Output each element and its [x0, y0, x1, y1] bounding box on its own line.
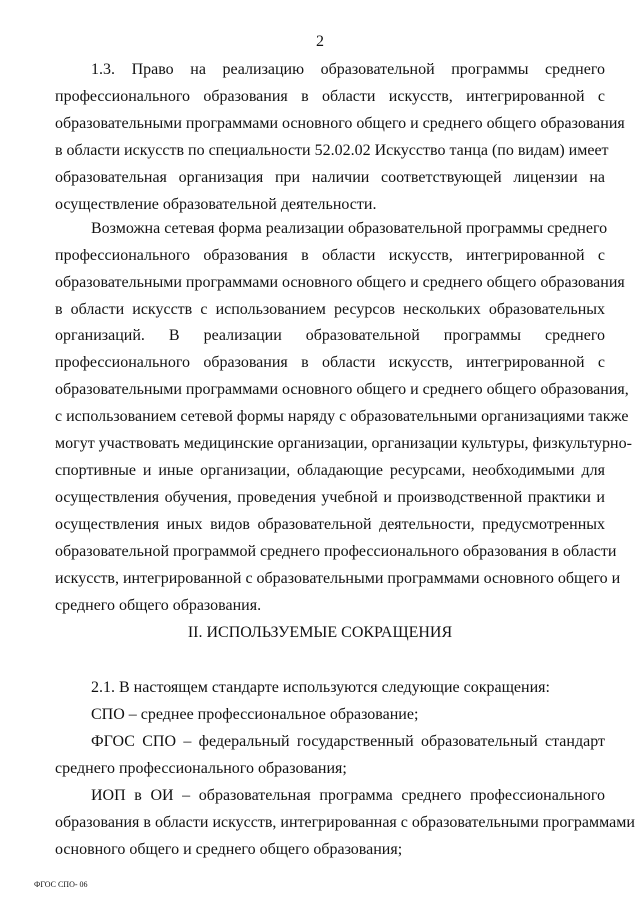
text-line: в области искусств по специальности 52.02.02 Искусство танца (по видам) имеет — [55, 142, 609, 159]
text-line: образовательными программами основного общего и среднего общего образования — [55, 115, 625, 132]
text-line: образовательной программой среднего профессионального образования в области — [55, 543, 617, 560]
text-line: профессионального образования в области искусств, интегрированной с — [55, 88, 605, 105]
text-line: образовательная организация при наличии соответствующей лицензии на — [55, 169, 605, 186]
abbreviation-spo: СПО – среднее профессиональное образование; — [91, 706, 419, 723]
text-line: Возможна сетевая форма реализации образовательной программы среднего — [91, 220, 608, 237]
text-line: профессионального образования в области искусств, интегрированной с — [55, 247, 605, 264]
abbreviations-intro: 2.1. В настоящем стандарте используются следующие сокращения: — [91, 679, 550, 696]
abbreviation-iop-end: основного общего и среднего общего образования; — [55, 841, 403, 858]
text-line: осуществления иных видов образовательной деятельности, предусмотренных — [55, 516, 605, 533]
abbreviation-fgos-cont: среднего профессионального образования; — [55, 760, 347, 777]
abbreviation-fgos: ФГОС СПО – федеральный государственный образовательный стандарт — [91, 733, 605, 750]
text-line: среднего общего образования. — [55, 597, 262, 614]
text-line: с использованием сетевой формы наряду с образовательными организациями также — [55, 408, 629, 425]
text-line: организаций. В реализации образовательной программы среднего — [55, 327, 605, 344]
text-line: 1.3. Право на реализацию образовательной программы среднего — [91, 61, 605, 78]
abbreviation-iop: ИОП в ОИ – образовательная программа среднего профессионального — [91, 787, 605, 804]
section-heading: II. ИСПОЛЬЗУЕМЫЕ СОКРАЩЕНИЯ — [187, 624, 453, 641]
text-line: искусств, интегрированной с образовательными программами основного общего и — [55, 570, 621, 587]
text-line: спортивные и иные организации, обладающие ресурсами, необходимыми для — [55, 462, 605, 479]
abbreviation-iop-cont: образования в области искусств, интегрированная с образовательными программами — [55, 814, 635, 831]
text-line: осуществление образовательной деятельности. — [55, 196, 377, 213]
text-line: в области искусств с использованием ресурсов нескольких образовательных — [55, 301, 605, 318]
footer-code: ФГОС СПО- 06 — [34, 880, 88, 889]
text-line: профессионального образования в области искусств, интегрированной с — [55, 354, 605, 371]
text-line: образовательными программами основного общего и среднего общего образования — [55, 274, 625, 291]
text-line: образовательными программами основного общего и среднего общего образования, — [55, 381, 629, 398]
text-line: осуществления обучения, проведения учебной и производственной практики и — [55, 489, 605, 506]
page-number: 2 — [316, 33, 324, 50]
text-line: могут участвовать медицинские организации, организации культуры, физкультурно- — [55, 435, 632, 452]
